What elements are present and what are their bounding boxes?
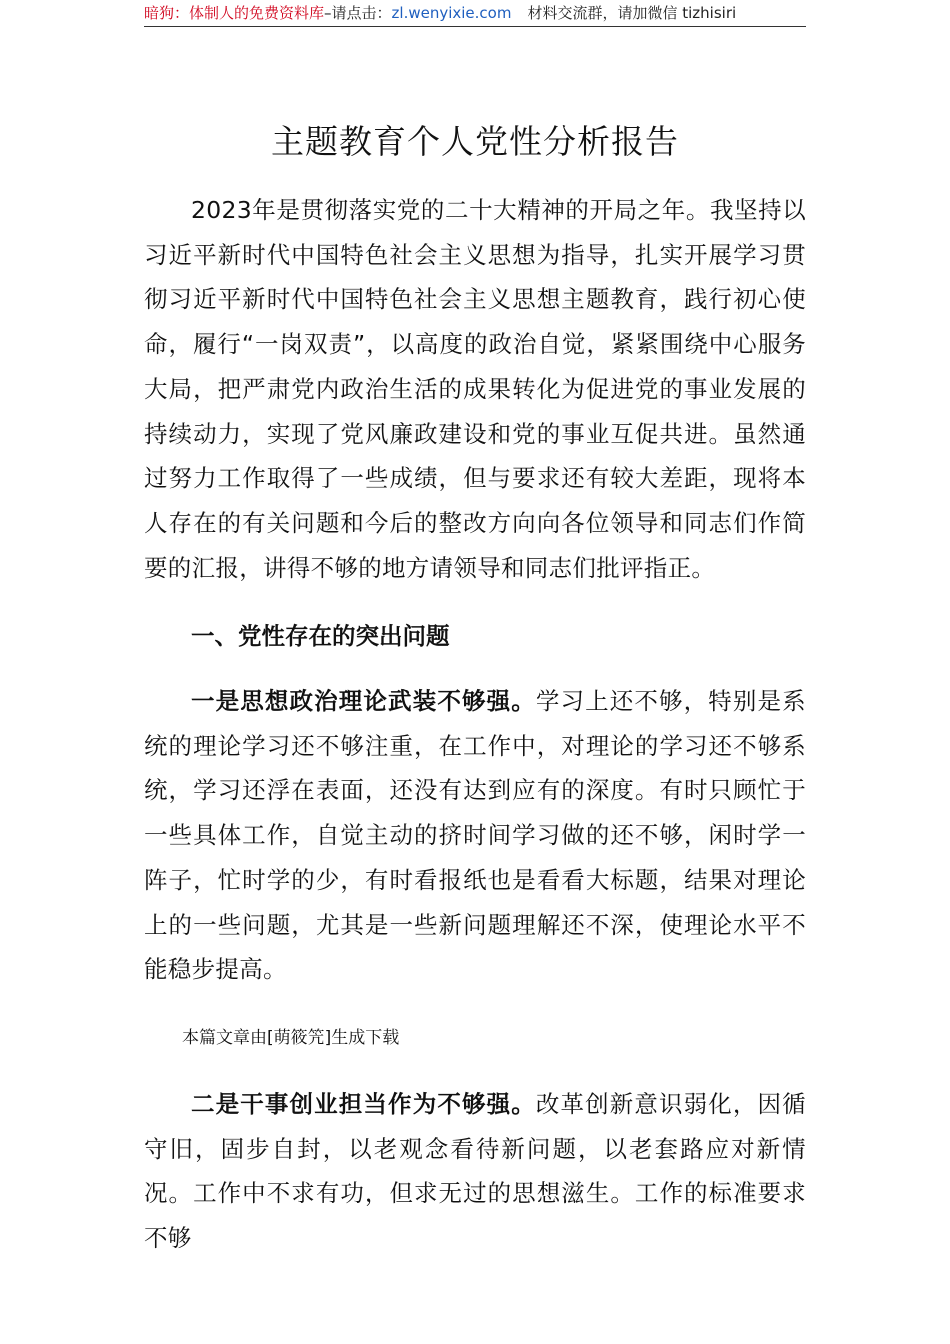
header-url-link[interactable]: zl.wenyixie.com [391,4,512,22]
point-1-body: 学习上还不够，特别是系统的理论学习还不够注重，在工作中，对理论的学习还不够系统，学习还浮在表面，还没有达到应有的深度。有时只顾忙于一些具体工作，自觉主动的挤时间学习做的还不够，闲时学一阵子，忙时学的少，有时看报纸也是看看大标题，结果对理论上的一些问题，尤其是一些新问题理解还不深，使理论水平不能稳步提高。 [144,687,806,984]
download-note: 本篇文章由[萌筱笐]生成下载 [182,1028,400,1048]
section-heading-1: 一、党性存在的突出问题 [191,622,450,650]
point-1-paragraph [144,679,806,992]
point-1-lead: 一是思想政治理论武装不够强。 [191,687,536,715]
intro-paragraph: 2023年是贯彻落实党的二十大精神的开局之年。我坚持以习近平新时代中国特色社会主义思想为指导，扎实开展学习贯彻习近平新时代中国特色社会主义思想主题教育，践行初心使命，履行“一岗双责”，以高度的政治自觉，紧紧围绕中心服务大局，把严肃党内政治生活的成果转化为促进党的事业发展的持续动力，实现了党风廉政建设和党的事业互促共进。虽然通过努力工作取得了一些成绩，但与要求还有较大差距，现将本人存在的有关问题和今后的整改方向向各位领导和同志们作简要的汇报，讲得不够的地方请领导和同志们批评指正。 [144,196,806,582]
header-click-prompt: –请点击： [324,4,392,22]
point-2-lead: 二是干事创业担当作为不够强。 [191,1090,536,1118]
page-header [144,2,806,27]
document-title: 主题教育个人党性分析报告 [271,122,679,161]
header-site-name: 暗狗：体制人的免费资料库 [144,4,325,22]
point-2-paragraph [144,1082,806,1261]
header-wechat-note: 材料交流群，请加微信 tizhisiri [527,4,737,22]
point-2-body: 改革创新意识弱化，因循守旧，固步自封，以老观念看待新问题，以老套路应对新情况。工作中不求有功，但求无过的思想滋生。工作的标准要求不够 [144,1090,806,1253]
